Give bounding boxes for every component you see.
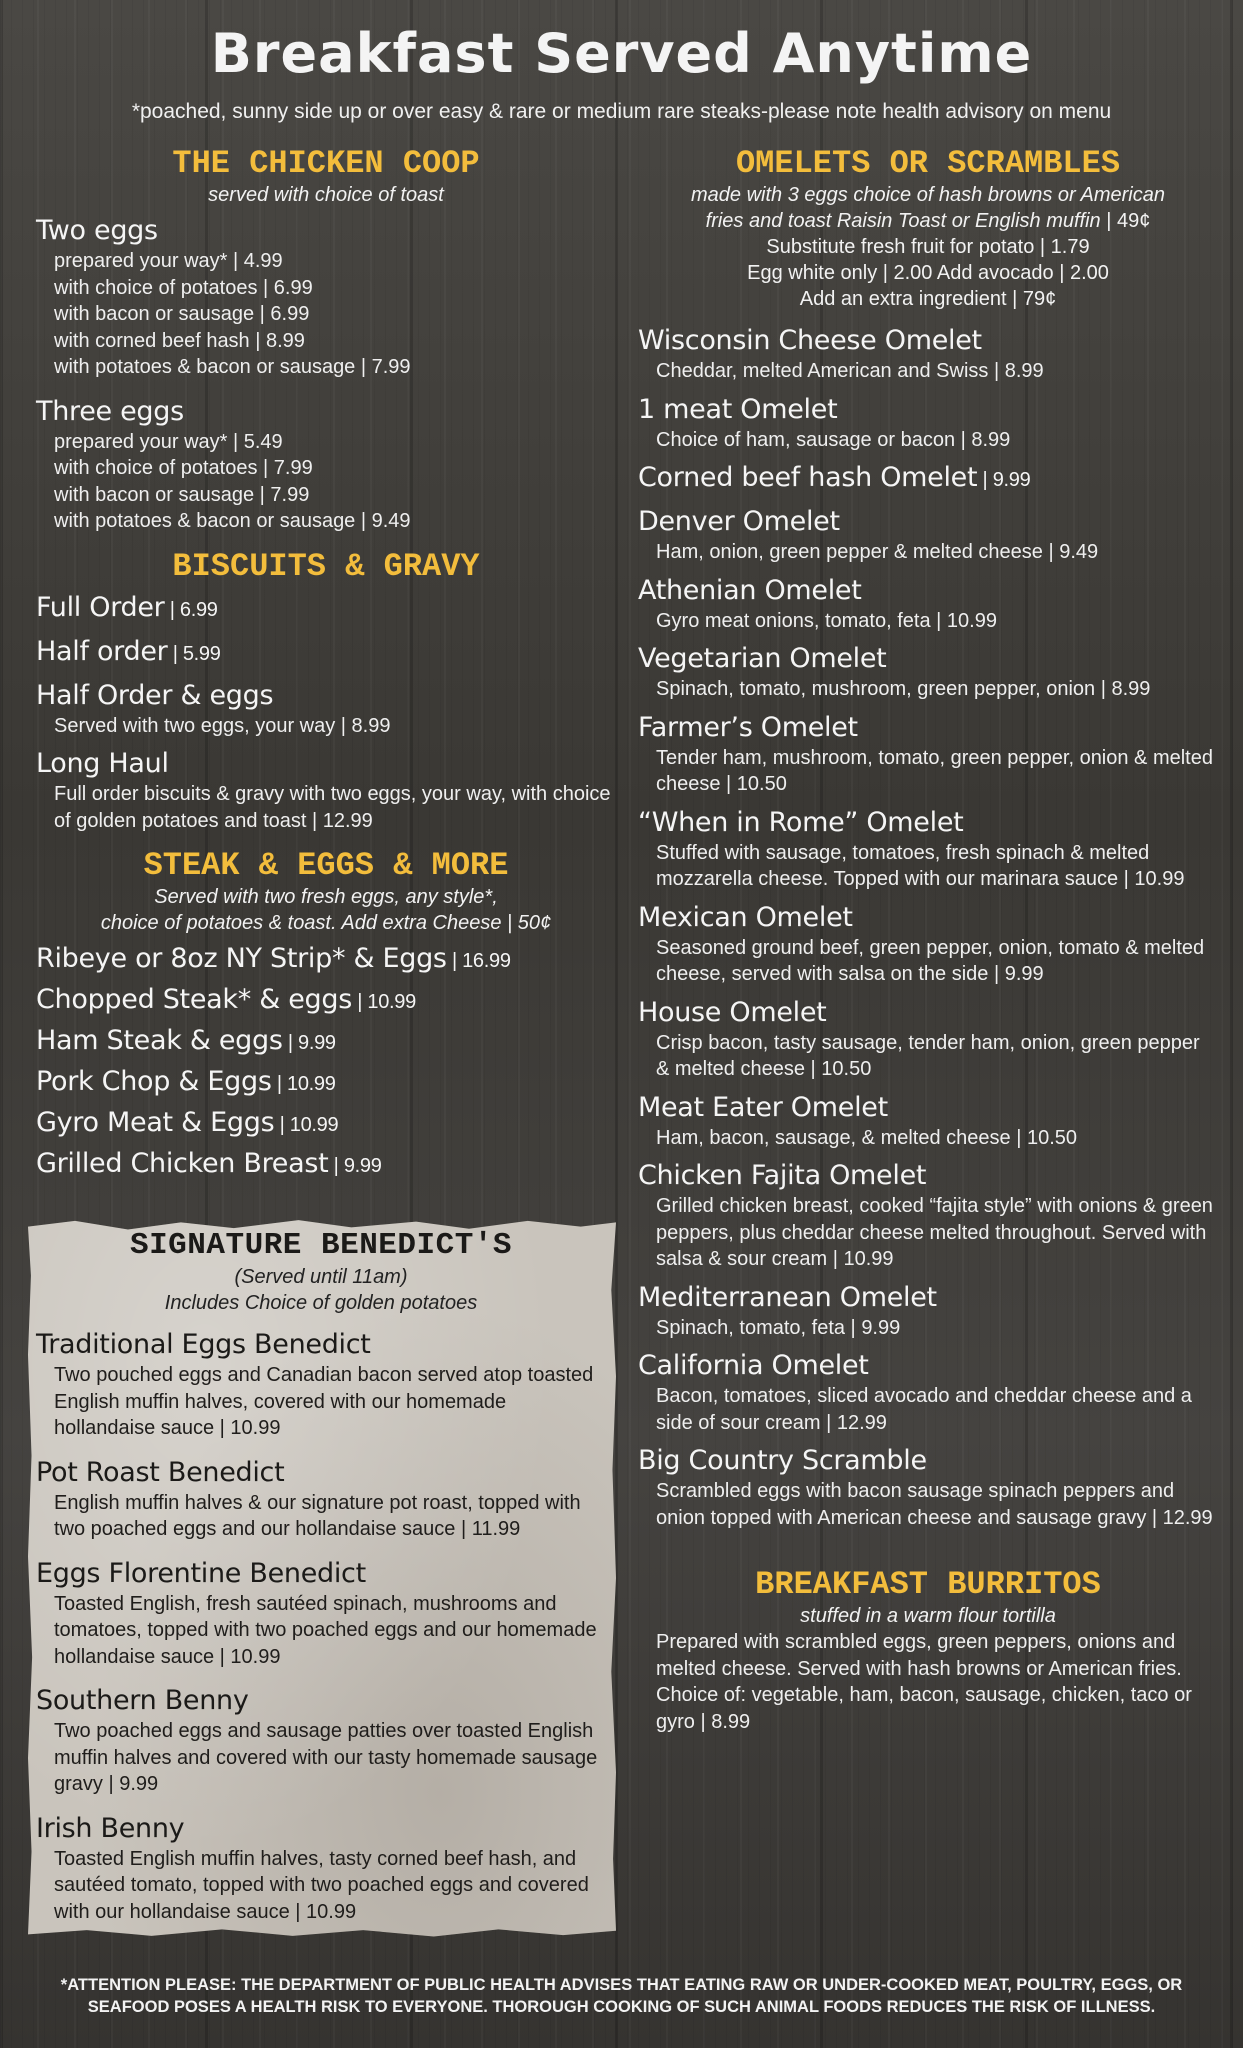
menu-item — [638, 393, 1218, 454]
health-advisory — [0, 1974, 1243, 2018]
item-name: Meat Eater Omelet — [638, 1091, 888, 1123]
item-desc: English muffin halves & our signature pot roast, topped with two poached eggs and our hollandaise sauce | 11.99 — [54, 1491, 581, 1540]
left-column — [36, 146, 616, 1188]
item-desc: Stuffed with sausage, tomatoes, fresh spinach & melted mozzarella cheese. Topped with our marinara sauce | 10.99 — [656, 841, 1185, 890]
section-subtitle: stuffed in a warm flour tortilla — [800, 1605, 1056, 1627]
menu-item — [638, 1159, 1218, 1273]
item-name: Two eggs — [36, 215, 158, 246]
item-desc: Ham, onion, green pepper & melted cheese | 9.49 — [656, 541, 1099, 563]
menu-item — [36, 1684, 606, 1798]
item-line: with potatoes & bacon or sausage | 7.99 — [54, 356, 411, 378]
menu-item: Pork Chop & Eggs | 10.99 — [36, 1066, 336, 1097]
menu-item — [638, 642, 1218, 703]
item-name: Long Haul — [36, 748, 169, 779]
menu-item — [638, 1349, 1218, 1436]
menu-item — [36, 1557, 606, 1671]
item-name: Chicken Fajita Omelet — [638, 1160, 927, 1191]
item-name: “When in Rome” Omelet — [638, 806, 964, 838]
item-name: Farmer’s Omelet — [638, 711, 858, 743]
item-name: 1 meat Omelet — [638, 393, 838, 425]
item-line: with bacon or sausage | 7.99 — [54, 483, 310, 506]
item-name: Corned beef hash Omelet | 9.99 — [638, 462, 1031, 493]
right-column — [638, 146, 1218, 1735]
section-subtitle: Includes Choice of golden potatoes — [164, 1292, 478, 1314]
item-price: | 10.99 — [352, 991, 416, 1013]
menu-item — [36, 747, 616, 834]
item-line: with choice of potatoes | 6.99 — [54, 276, 313, 299]
benedict-section — [36, 1228, 606, 1933]
item-name: Denver Omelet — [638, 506, 840, 537]
item-name: Wisconsin Cheese Omelet — [638, 325, 982, 356]
menu-item: Grilled Chicken Breast | 9.99 — [36, 1148, 382, 1179]
section-subtitle: Served with two fresh eggs, any style*, — [154, 886, 498, 908]
item-name: Athenian Omelet — [638, 574, 862, 606]
item-name: California Omelet — [638, 1350, 869, 1381]
section-subtitle: served with choice of toast — [208, 184, 444, 206]
item-desc: Choice of ham, sausage or bacon | 8.99 — [656, 428, 1011, 451]
menu-item — [36, 1456, 606, 1543]
item-desc: Prepared with scrambled eggs, green peppers, onions and melted cheese. Served with hash browns or American fries. Choice of: vegetable, ham, bacon, sausage, chicken, taco or gyro | 8.99 — [656, 1631, 1192, 1733]
item-price: | 9.99 — [977, 469, 1031, 491]
item-desc: Toasted English muffin halves, tasty corned beef hash, and sautéed tomato, topped with two poached eggs and covered with our hollandaise sauce | 10.99 — [54, 1847, 589, 1923]
item-price: | 16.99 — [446, 950, 511, 972]
section-title-burritos: BREAKFAST BURRITOS — [755, 1566, 1101, 1603]
menu-item — [638, 324, 1218, 385]
header-note: *poached, sunny side up or over easy & rare or medium rare steaks-please note health advisory on menu — [131, 100, 1112, 123]
section-note: Add an extra ingredient | 79¢ — [799, 288, 1057, 310]
item-desc: Grilled chicken breast, cooked “fajita style” with onions & green peppers, plus cheddar cheese melted throughout. Served with salsa & sour cream | 10.99 — [656, 1195, 1213, 1270]
section-subtitle: choice of potatoes & toast. Add extra Cheese | 50¢ — [100, 912, 552, 934]
section-title-benedicts: SIGNATURE BENEDICT'S — [129, 1228, 513, 1263]
section-note: Egg white only | 2.00 Add avocado | 2.00 — [747, 262, 1109, 284]
item-price: | 5.99 — [167, 642, 221, 665]
menu-item — [638, 996, 1218, 1083]
item-price: | 9.99 — [282, 1032, 336, 1054]
item-name: Half order | 5.99 — [36, 635, 221, 667]
menu-item — [638, 505, 1218, 566]
health-advisory-line: SEAFOOD POSES A HEALTH RISK TO EVERYONE. THOROUGH COOKING OF SUCH ANIMAL FOODS REDUCES THE RISK OF ILLNESS. — [87, 1998, 1156, 2016]
item-desc: Seasoned ground beef, green pepper, onion, tomato & melted cheese, served with salsa on the side | 9.99 — [656, 936, 1205, 985]
item-line: prepared your way* | 5.49 — [54, 430, 283, 453]
item-desc: Two poached eggs and sausage patties over toasted English muffin halves and covered with our tasty homemade sausage gravy | 9.99 — [54, 1720, 598, 1795]
section-title-biscuits: BISCUITS & GRAVY — [172, 547, 480, 585]
item-name: Traditional Eggs Benedict — [36, 1329, 371, 1360]
item-desc: Served with two eggs, your way | 8.99 — [54, 714, 391, 737]
menu-item: Ribeye or 8oz NY Strip* & Eggs | 16.99 — [36, 943, 511, 974]
item-name: Big Country Scramble — [638, 1445, 927, 1476]
section-note: Substitute fresh fruit for potato | 1.79 — [766, 236, 1090, 258]
section-subtitle: (Served until 11am) — [234, 1266, 408, 1288]
subtitle-price: | 49¢ — [1100, 210, 1151, 232]
menu-item — [638, 574, 1218, 635]
menu-item — [638, 1091, 1218, 1152]
item-name: Southern Benny — [36, 1685, 249, 1716]
item-name: Mexican Omelet — [638, 901, 853, 933]
item-name: Full Order | 6.99 — [36, 591, 218, 623]
item-price: | 10.99 — [274, 1114, 339, 1136]
item-name: Pot Roast Benedict — [36, 1456, 285, 1488]
menu-item — [36, 591, 616, 627]
item-price: | 9.99 — [328, 1155, 382, 1177]
menu-item — [36, 214, 616, 381]
menu-item — [638, 806, 1218, 893]
item-name: Vegetarian Omelet — [638, 643, 887, 674]
section-subtitle: fries and toast Raisin Toast or English muffin | 49¢ — [705, 210, 1151, 232]
menu-item — [638, 1444, 1218, 1531]
page-title: Breakfast Served Anytime — [210, 22, 1033, 85]
item-desc: Spinach, tomato, feta | 9.99 — [656, 1316, 901, 1339]
item-desc: Tender ham, mushroom, tomato, green pepper, onion & melted cheese | 10.50 — [656, 746, 1213, 795]
item-name: Half Order & eggs — [36, 679, 274, 711]
menu-item: Gyro Meat & Eggs | 10.99 — [36, 1107, 339, 1138]
menu-item — [36, 1328, 606, 1442]
item-name: Irish Benny — [36, 1812, 185, 1844]
item-desc: Gyro meat onions, tomato, feta | 10.99 — [656, 609, 997, 632]
menu-item — [36, 1812, 606, 1926]
item-desc: Cheddar, melted American and Swiss | 8.99 — [656, 360, 1044, 382]
menu-item — [638, 1281, 1218, 1342]
menu-item — [638, 461, 1218, 497]
section-title-chicken-coop: THE CHICKEN COOP — [172, 145, 480, 182]
section-subtitle: made with 3 eggs choice of hash browns or American — [691, 184, 1165, 206]
item-desc: Full order biscuits & gravy with two eggs, your way, with choice of golden potatoes and toast | 12.99 — [54, 783, 611, 832]
item-price: | 6.99 — [164, 598, 218, 621]
item-name: Three eggs — [36, 395, 184, 427]
item-desc: Two pouched eggs and Canadian bacon served atop toasted English muffin halves, covered with our homemade hollandaise sauce | 10.99 — [54, 1364, 594, 1439]
item-line: with bacon or sausage | 6.99 — [54, 303, 310, 325]
item-line: prepared your way* | 4.99 — [54, 250, 283, 272]
item-line: with potatoes & bacon or sausage | 9.49 — [54, 510, 411, 532]
menu-item: Chopped Steak* & eggs | 10.99 — [36, 984, 416, 1015]
menu-item: Ham Steak & eggs | 9.99 — [36, 1025, 336, 1056]
menu-item — [638, 711, 1218, 798]
item-name: Mediterranean Omelet — [638, 1281, 937, 1313]
item-desc: Scrambled eggs with bacon sausage spinach peppers and onion topped with American cheese and sausage gravy | 12.99 — [656, 1480, 1213, 1529]
menu-item — [638, 901, 1218, 988]
item-line: with choice of potatoes | 7.99 — [54, 457, 313, 479]
item-desc: Ham, bacon, sausage, & melted cheese | 10.50 — [656, 1126, 1078, 1149]
section-title-steak: STEAK & EGGS & MORE — [143, 847, 509, 884]
health-advisory-line: *ATTENTION PLEASE: THE DEPARTMENT OF PUBLIC HEALTH ADVISES THAT EATING RAW OR UNDER-COOKED MEAT, POULTRY, EGGS, OR — [60, 1976, 1183, 1994]
menu-item — [36, 679, 616, 740]
item-name: House Omelet — [638, 996, 827, 1028]
menu-item — [36, 635, 616, 671]
item-price: | 10.99 — [271, 1073, 336, 1095]
item-name: Eggs Florentine Benedict — [36, 1557, 366, 1589]
item-desc: Spinach, tomato, mushroom, green pepper, onion | 8.99 — [656, 678, 1151, 700]
item-line: with corned beef hash | 8.99 — [54, 329, 305, 352]
item-desc: Bacon, tomatoes, sliced avocado and cheddar cheese and a side of sour cream | 12.99 — [656, 1385, 1192, 1434]
menu-item — [36, 395, 616, 535]
section-title-omelets: OMELETS OR SCRAMBLES — [735, 145, 1121, 182]
item-desc: Crisp bacon, tasty sausage, tender ham, onion, green pepper & melted cheese | 10.50 — [656, 1031, 1200, 1080]
item-desc: Toasted English, fresh sautéed spinach, mushrooms and tomatoes, topped with two poached eggs and our homemade hollandaise sauce | 10.99 — [54, 1592, 597, 1668]
